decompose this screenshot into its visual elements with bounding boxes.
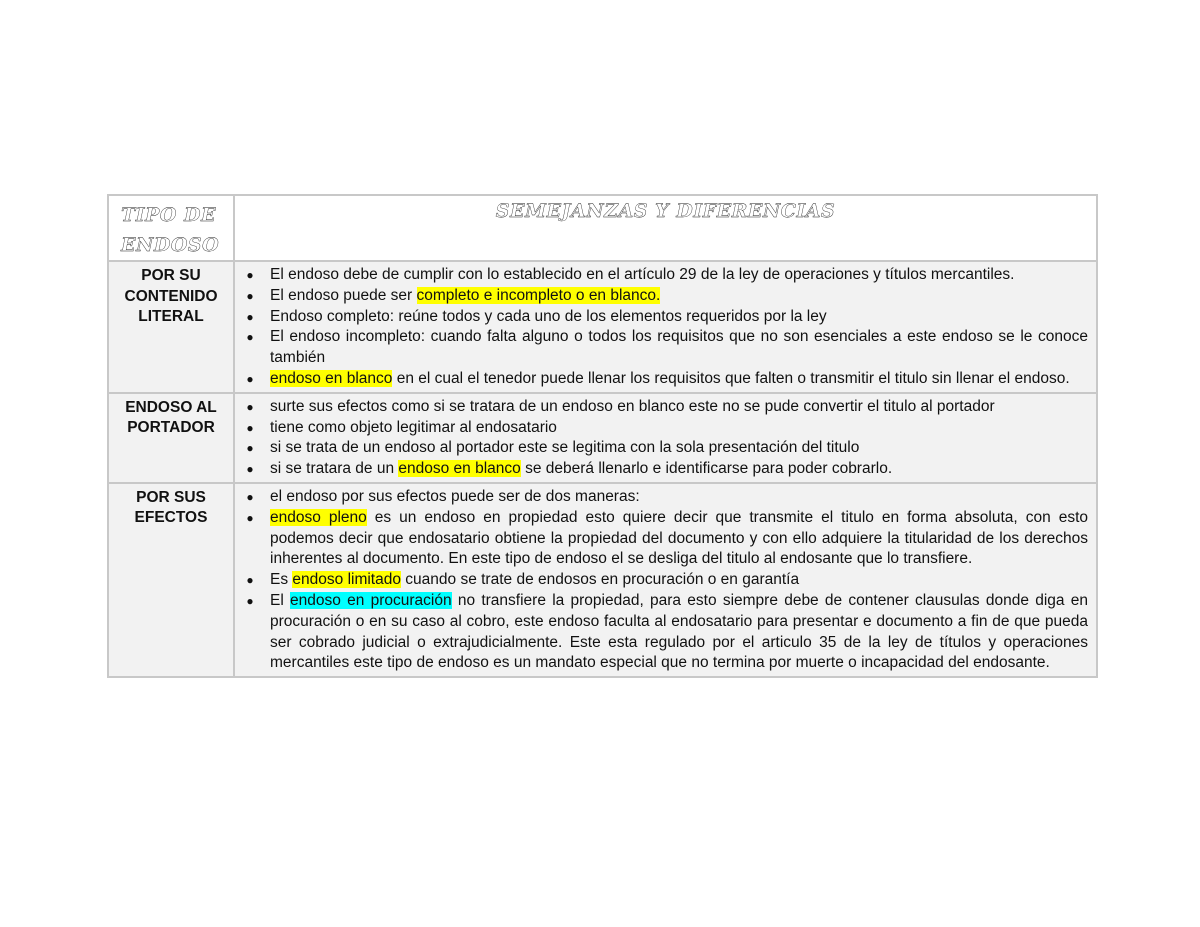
highlighted-text: endoso en blanco [398,460,521,478]
description-cell [234,261,1097,393]
header-col1-line1: TIPO DE [121,204,216,226]
table-row [108,261,1097,393]
header-semejanzas: SEMEJANZAS Y DIFERENCIAS [234,195,1097,261]
bullet-list [235,262,1096,392]
bullet-icon: ● [246,330,254,345]
bullet-icon: ● [246,268,254,282]
header-col1-line2: ENDOSO [121,234,220,256]
list-item [243,265,1088,286]
item-text: el endoso por sus efectos puede ser de dos maneras: [270,487,640,505]
table-header-row [108,195,1097,261]
type-label-line: ENDOSO AL [125,398,217,416]
item-text: cuando se trate de endosos en procuración o en garantía [400,571,800,589]
list-item [243,286,1088,307]
item-text: surte sus efectos como si se tratara de un endoso en blanco este no se pude convertir el titulo al portador [270,397,995,415]
header-tipo-de-endoso [108,195,234,261]
bullet-icon: ● [246,399,254,414]
item-text: si se trata de un endoso al portador este se legitima con la sola presentación del titulo [270,439,860,457]
type-label-line: LITERAL [138,308,204,325]
list-item [243,307,1088,328]
item-text: Endoso completo: reúne todos y cada uno de los elementos requeridos por la ley [270,307,827,325]
item-text: es un endoso en propiedad esto quiere decir que transmite el titulo en forma absoluta, con esto podemos decir que endosatario obtiene la propiedad del documento y con ello adquiere la titularidad de los derechos inherentes al documento. En este tipo de endoso el se desliga del titulo al endosante que lo transfiere. [270,508,1088,568]
table-row [108,483,1097,677]
list-item [243,487,1088,508]
bullet-list [235,394,1096,482]
highlighted-text: endoso en blanco [270,369,393,387]
type-label-line: POR SUS [136,488,206,506]
type-cell-por-sus-efectos [108,483,234,677]
bullet-icon: ● [246,441,254,456]
item-text: El endoso incompleto: cuando falta alguno o todos los requisitos que no son esenciales a este endoso se le conoce también [270,328,1088,367]
bullet-icon: ● [246,573,254,588]
table-row [108,393,1097,483]
list-item [243,508,1088,570]
bullet-icon: ● [246,420,254,435]
list-item [243,438,1088,459]
list-item [243,418,1088,439]
description-cell [234,393,1097,483]
comparison-table [107,194,1098,678]
bullet-icon: ● [246,510,254,525]
type-cell-endoso-portador [108,393,234,483]
bullet-list [235,484,1096,676]
description-cell [234,483,1097,677]
bullet-icon: ● [246,593,254,608]
bullet-icon: ● [246,288,254,303]
list-item [243,397,1088,418]
item-text: no transfiere la propiedad, para esto siempre debe de contener clausulas donde diga en procuración o en su caso al cobro, este endoso faculta al endosatario para presentar e documento a fin de que pueda ser cobrado judicial o extrajudicialmente. Este esta regulado por el articulo 35 de la ley de títulos y operaciones mercantiles este tipo de endoso es un mandato especial que no termina por muerte o incapacidad del endosante. [270,591,1088,672]
item-text: El endoso debe de cumplir con lo establecido en el artículo 29 de la ley de operaciones y títulos mercantiles. [270,266,1015,283]
highlighted-text: endoso pleno [270,508,367,526]
list-item [243,327,1088,369]
bullet-icon: ● [246,371,254,386]
item-text: si se tratara de un [270,460,399,478]
item-text: Es [270,571,293,589]
list-item [243,570,1088,591]
item-text: El [270,591,291,609]
list-item [243,459,1088,480]
highlighted-text: endoso en procuración [290,591,452,609]
list-item [243,369,1088,390]
bullet-icon: ● [246,462,254,477]
highlighted-text: completo e incompleto o en blanco. [416,286,661,304]
list-item [243,591,1088,674]
item-text: en el cual el tenedor puede llenar los requisitos que falten o transmitir el titulo sin llenar el endoso. [392,369,1070,387]
type-cell-contenido-literal [108,261,234,393]
type-label-line: CONTENIDO [124,287,218,305]
type-label-line: PORTADOR [127,419,215,437]
item-text: tiene como objeto legitimar al endosatario [270,418,557,436]
bullet-icon: ● [246,309,254,324]
type-label-line: EFECTOS [134,509,208,527]
item-text: El endoso puede ser [270,286,417,304]
highlighted-text: endoso limitado [292,571,401,589]
item-text: se deberá llenarlo e identificarse para poder cobrarlo. [520,460,893,478]
type-label-line: POR SU [141,267,201,284]
bullet-icon: ● [246,489,254,504]
